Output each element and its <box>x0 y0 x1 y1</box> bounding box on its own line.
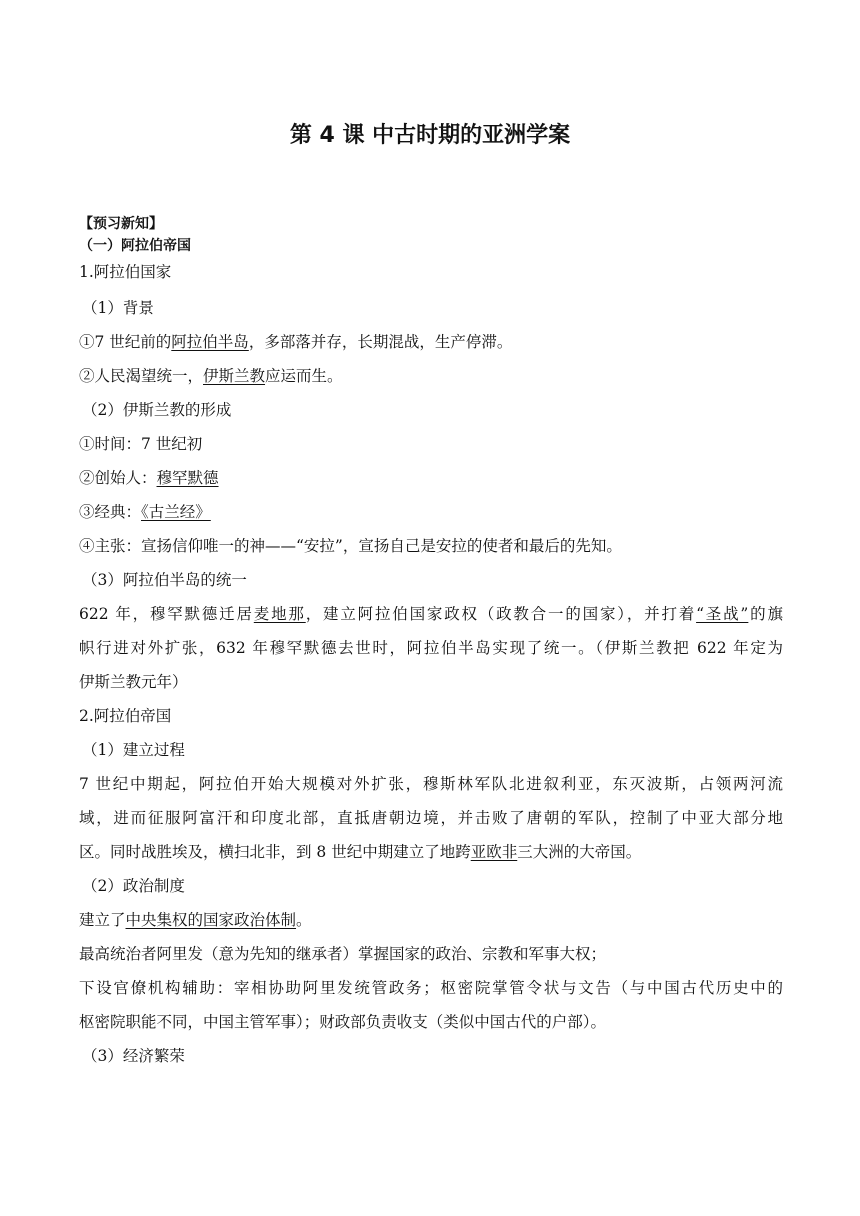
ruler-item: 最高统治者阿里发（意为先知的继承者）掌握国家的政治、宗教和军事大权； <box>79 945 607 963</box>
text: ，多部落并存，长期混战，生产停滞。 <box>248 333 513 351</box>
subheading-establishment: （1）建立过程 <box>82 741 185 759</box>
part-heading: （一）阿拉伯帝国 <box>79 238 191 254</box>
unification-line-2: 帜行进对外扩张，632 年穆罕默德去世时，阿拉伯半岛实现了统一。（伊斯兰教把 622 年定为 <box>79 639 783 657</box>
subheading-background: （1）背景 <box>82 299 154 317</box>
establishment-line-1: 7 世纪中期起，阿拉伯开始大规模对外扩张，穆斯林军队北进叙利亚，东灭波斯，占领两河流 <box>79 775 783 793</box>
officials-line-2: 枢密院职能不同，中国主管军事）；财政部负责收支（类似中国古代的户部）。 <box>79 1013 607 1031</box>
page-title: 第 4 课 中古时期的亚洲学案 <box>289 123 571 148</box>
subheading-politics: （2）政治制度 <box>82 877 185 895</box>
politics-item <box>79 910 783 930</box>
underlined-term: “圣战” <box>696 605 749 623</box>
heading-arab-empire: 2.阿拉伯帝国 <box>79 707 172 725</box>
subheading-islam-formation: （2）伊斯兰教的形成 <box>82 401 232 419</box>
text: ②创始人： <box>79 469 157 487</box>
section-header: 【预习新知】 <box>79 216 163 232</box>
text: 622 年，穆罕默德迁居 <box>79 605 254 623</box>
text: 三大洲的大帝国。 <box>517 843 642 861</box>
text: 。 <box>296 911 312 929</box>
background-item-1 <box>79 332 783 352</box>
underlined-term: 穆罕默德 <box>156 469 219 487</box>
underlined-term: 中央集权的国家政治体制 <box>125 911 297 929</box>
heading-arab-state: 1.阿拉伯国家 <box>79 263 172 281</box>
officials-line-1: 下设官僚机构辅助：宰相协助阿里发统管政务；枢密院掌管令状与文告（与中国古代历史中的 <box>79 979 783 997</box>
background-item-2 <box>79 366 783 386</box>
underlined-term: 伊斯兰教 <box>203 367 266 385</box>
subheading-unification: （3）阿拉伯半岛的统一 <box>82 571 247 589</box>
text: 应运而生。 <box>265 367 343 385</box>
text: ②人民渴望统一， <box>79 367 204 385</box>
text: ，建立阿拉伯国家政权（政教合一的国家），并打着 <box>305 605 697 623</box>
founder-item <box>79 468 783 488</box>
text: 建立了 <box>79 911 126 929</box>
unification-line-1 <box>79 604 783 624</box>
text: 的旗 <box>748 605 783 623</box>
text: ③经典： <box>79 503 142 521</box>
unification-line-3: 伊斯兰教元年） <box>79 673 188 691</box>
establishment-line-2: 域，进而征服阿富汗和印度北部，直抵唐朝边境，并击败了唐朝的军队，控制了中亚大部分地 <box>79 809 783 827</box>
underlined-term: 亚欧非 <box>470 843 518 861</box>
classic-item <box>79 502 783 522</box>
text: 区。同时战胜埃及，横扫北非，到 8 世纪中期建立了地跨 <box>79 843 471 861</box>
subheading-economy: （3）经济繁荣 <box>82 1047 185 1065</box>
time-item: ①时间：7 世纪初 <box>79 435 203 453</box>
underlined-term: 麦地那 <box>253 605 306 623</box>
text: ①7 世纪前的 <box>79 333 172 351</box>
establishment-line-3 <box>79 842 783 862</box>
underlined-term: 阿拉伯半岛 <box>171 333 249 351</box>
underlined-term: 《古兰经》 <box>141 503 211 521</box>
claim-item: ④主张：宣扬信仰唯一的神——“安拉”，宣扬自己是安拉的使者和最后的先知。 <box>79 537 622 555</box>
